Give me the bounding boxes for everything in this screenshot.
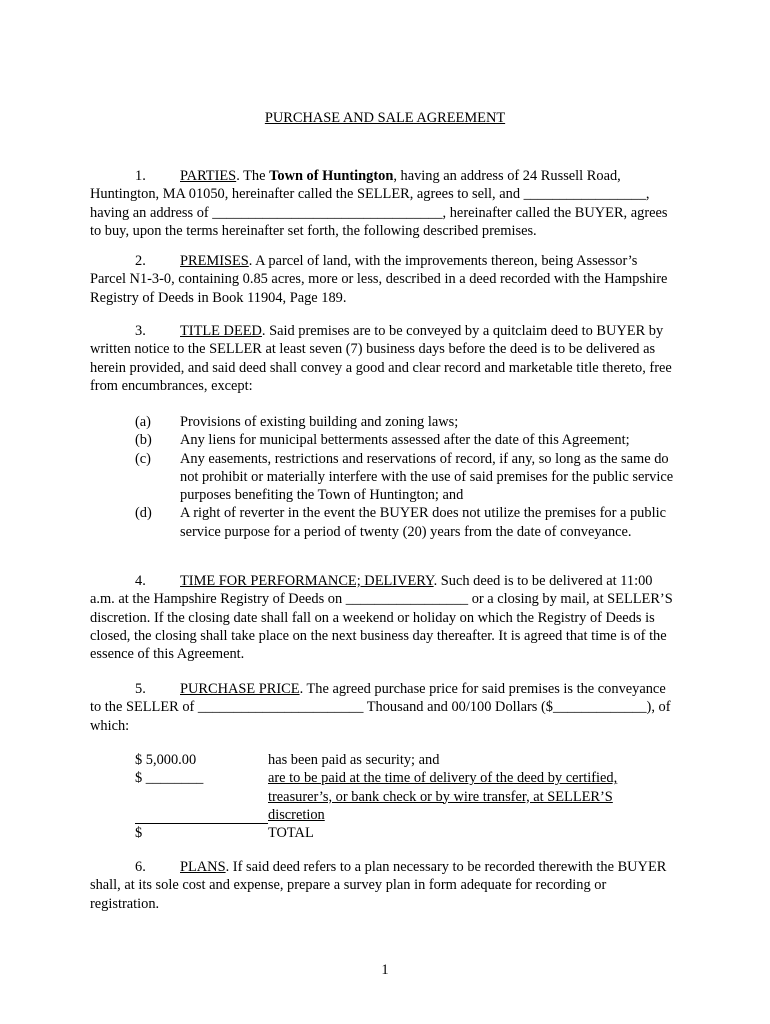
item-text: A right of reverter in the event the BUYER does not utilize the premises for a public service purpose for a period of twenty (20) years from the date of conveyance. xyxy=(180,505,666,540)
section-number: 2. xyxy=(135,253,146,269)
list-item xyxy=(135,413,680,431)
price-description: has been paid as security; and xyxy=(268,752,440,768)
item-text: Any easements, restrictions and reservations of record, if any, so long as the same do not prohibit or materially interfere with the use of said premises for the public service purposes benefiting the Town of Huntington; and xyxy=(180,450,674,504)
section-number: 6. xyxy=(135,859,146,875)
section-heading: TITLE DEED xyxy=(180,323,262,339)
section-plans xyxy=(90,858,675,913)
section-title-deed xyxy=(90,322,675,395)
section-number: 1. xyxy=(135,168,146,184)
price-amount: $ ________ xyxy=(135,770,204,787)
item-label: (b) xyxy=(135,432,152,449)
section-text: . The xyxy=(236,168,270,184)
section-heading: PLANS xyxy=(180,859,226,875)
section-heading: PREMISES xyxy=(180,253,249,269)
price-row xyxy=(135,769,655,824)
section-parties xyxy=(90,167,675,240)
section-text: , having an address of 24 Russell Road, Huntington, MA 01050, hereinafter called the SELLER, agrees to sell, and _________________, having an address of ________________________________, hereinafter called the BUYER, agrees to buy, upon the terms hereinafter set forth, the following described premises. xyxy=(90,168,668,239)
item-label: (a) xyxy=(135,414,151,430)
list-item xyxy=(135,504,680,541)
document-title: PURCHASE AND SALE AGREEMENT xyxy=(264,110,506,126)
list-item xyxy=(135,431,680,449)
section-number: 5. xyxy=(135,681,146,697)
section-heading: PARTIES xyxy=(180,168,237,184)
price-description: TOTAL xyxy=(268,825,314,842)
section-text: . Said premises are to be conveyed by a quitclaim deed to BUYER by written notice to the SELLER at least seven (7) business days before the deed is to be delivered as herein provided, and said deed shall convey a good and clear record and marketable title thereto, free from encumbrances, except: xyxy=(90,323,672,394)
price-amount: $ xyxy=(135,823,268,842)
section-text: . If said deed refers to a plan necessary to be recorded therewith the BUYER shall, at its sole cost and expense, prepare a survey plan in form adequate for recording or registration. xyxy=(90,859,667,912)
page-number: 1 xyxy=(381,962,389,978)
section-number: 3. xyxy=(135,323,146,339)
price-breakdown xyxy=(135,751,655,842)
item-text: Any liens for municipal betterments assessed after the date of this Agreement; xyxy=(180,432,630,449)
section-time-for-performance xyxy=(90,572,675,663)
section-heading: PURCHASE PRICE xyxy=(180,681,300,697)
section-heading: TIME FOR PERFORMANCE; DELIVERY xyxy=(180,573,434,589)
list-item xyxy=(135,450,680,505)
item-label: (c) xyxy=(135,450,151,467)
section-text: . Such deed is to be delivered at 11:00 a.m. at the Hampshire Registry of Deeds on _________________ or a closing by mail, at SELLER’S discretion. If the closing date shall fall on a weekend or holiday on which the Registry of Deeds is closed, the closing shall take place on the next business day thereafter. It is agreed that time is of the essence of this Agreement. xyxy=(90,573,673,663)
price-amount: $ 5,000.00 xyxy=(135,752,197,768)
section-number: 4. xyxy=(135,573,146,589)
seller-name: Town of Huntington xyxy=(269,168,394,184)
section-text: . A parcel of land, with the improvements thereon, being Assessor’s Parcel N1-3-0, containing 0.85 acres, more or less, described in a deed recorded with the Hampshire Registry of Deeds in Book 11904, Page 189. xyxy=(90,253,668,306)
price-description: are to be paid at the time of delivery of the deed by certified, treasurer’s, or bank check or by wire transfer, at SELLER’S discretion xyxy=(268,770,618,823)
price-row xyxy=(135,824,655,842)
item-label: (d) xyxy=(135,505,152,522)
price-row xyxy=(135,751,655,769)
item-text: Provisions of existing building and zoning laws; xyxy=(180,414,459,430)
section-text: . The agreed purchase price for said premises is the conveyance to the SELLER of _______________________ Thousand and 00/100 Dollars ($_____________), of which: xyxy=(90,681,671,734)
section-premises xyxy=(90,252,675,307)
exceptions-list xyxy=(135,413,680,541)
section-purchase-price xyxy=(90,680,675,735)
